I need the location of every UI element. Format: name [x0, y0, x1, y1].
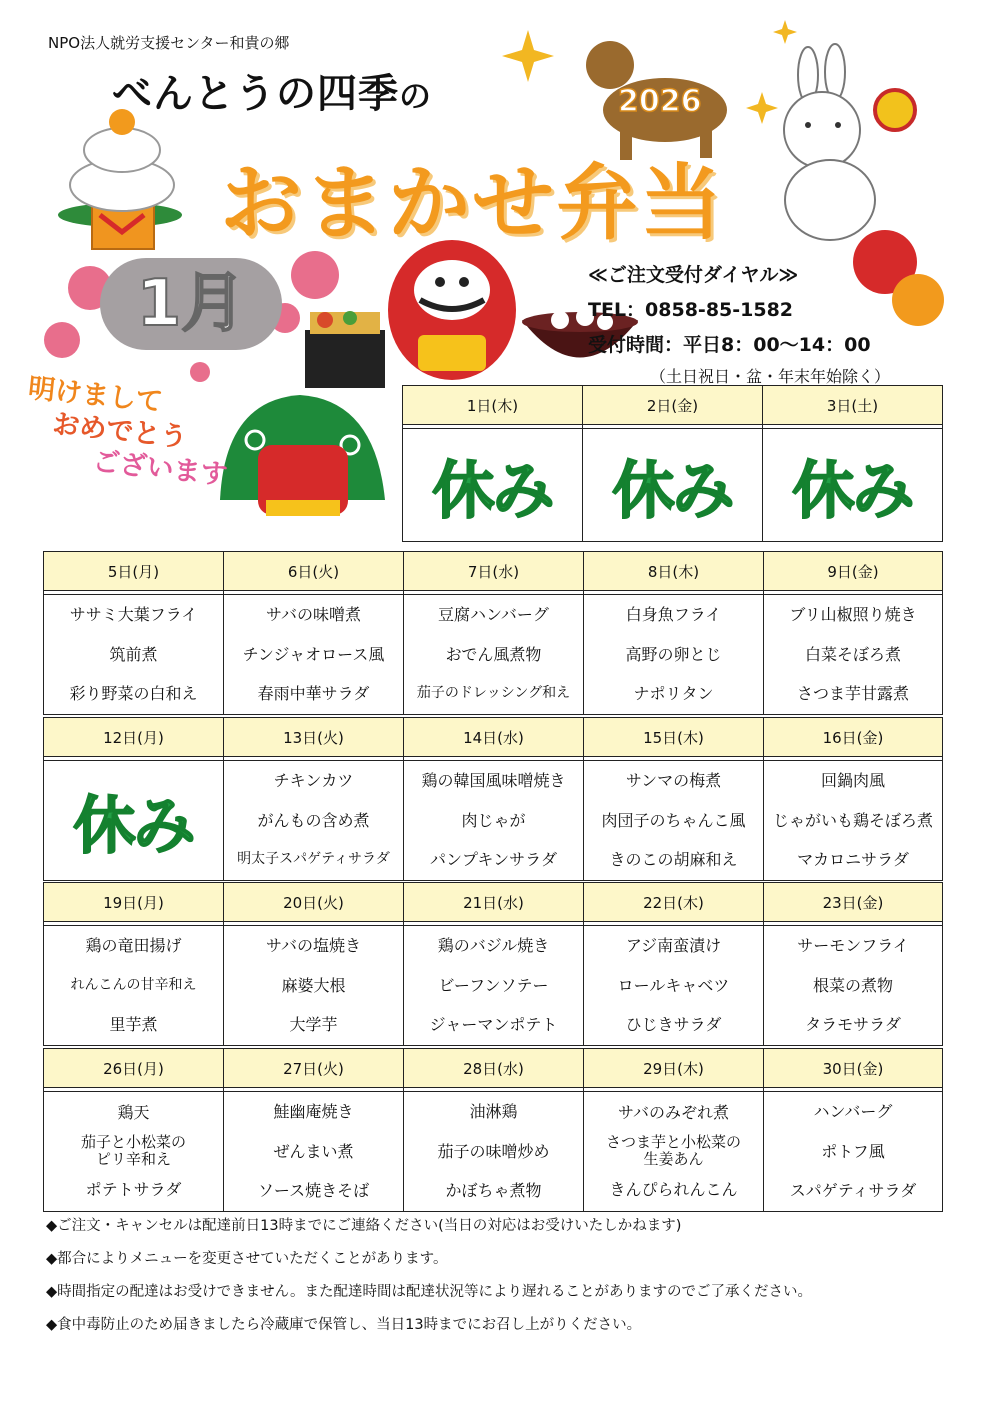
salad-dish: ソース焼きそば [257, 1181, 370, 1200]
day-cell [763, 429, 943, 542]
side-dish: ポトフ風 [821, 1141, 885, 1161]
salad-dish: 明太子スパゲティサラダ [237, 851, 390, 867]
day-header: 23日(金) [764, 883, 943, 922]
day-header: 29日(木) [584, 1049, 764, 1088]
side-dish: れんこんの甘辛和え [70, 976, 197, 993]
day-header: 9日(金) [764, 552, 943, 591]
side-dish: 白菜そぼろ煮 [804, 644, 901, 664]
day-header: 21日(水) [404, 883, 584, 922]
week-table-4 [43, 882, 943, 1046]
side-dish: 肉団子のちゃんこ風 [601, 810, 746, 830]
main-dish: 鶏天 [117, 1102, 150, 1122]
main-dish: 油淋鶏 [469, 1102, 518, 1121]
day-header: 20日(火) [224, 883, 404, 922]
day-header: 1日(木) [403, 386, 583, 425]
day-cell [404, 926, 584, 1046]
main-dish: ササミ大葉フライ [69, 605, 198, 624]
salad-dish: スパゲティサラダ [789, 1181, 917, 1200]
main-dish: 鶏のバジル焼き [437, 936, 550, 955]
main-dish: サバの味噌煮 [265, 605, 362, 624]
main-dish: 白身魚フライ [625, 605, 722, 624]
brand-subtitle: べんとうの四季の [112, 71, 433, 117]
day-cell [584, 926, 764, 1046]
notes-list [46, 1210, 812, 1342]
side-dish: 根菜の煮物 [812, 975, 893, 995]
main-dish: サバの塩焼き [265, 936, 362, 955]
hours-note: （土日祝日・盆・年末年始除く） [650, 367, 891, 386]
day-header: 3日(土) [763, 386, 943, 425]
side-dish: ロールキャベツ [617, 975, 730, 995]
kagami-mochi-icon [58, 109, 182, 249]
side-dish: じゃがいも鶏そぼろ煮 [772, 810, 933, 830]
day-header: 15日(木) [584, 718, 764, 757]
main-dish: サーモンフライ [797, 936, 909, 955]
rabbit-icon [784, 44, 915, 240]
daruma-icon [388, 240, 516, 380]
salad-dish: さつま芋甘露煮 [796, 684, 909, 703]
main-dish: 回鍋肉風 [820, 771, 885, 790]
holiday-label: 休み [73, 788, 194, 862]
day-cell [764, 1092, 943, 1212]
day-header: 27日(火) [224, 1049, 404, 1088]
day-header: 26日(月) [44, 1049, 224, 1088]
day-header: 2日(金) [583, 386, 763, 425]
day-header: 14日(水) [404, 718, 584, 757]
side-dish: さつま芋と小松菜の 生姜あん [605, 1133, 741, 1169]
salad-dish: パンプキンサラダ [429, 850, 558, 869]
day-cell [44, 926, 224, 1046]
note-item: ◆ご注文・キャンセルは配達前日13時までにご連絡ください(当日の対応はお受けいたしかねます) [46, 1218, 682, 1234]
day-cell [404, 595, 584, 715]
side-dish: 麻婆大根 [281, 975, 346, 995]
day-cell [583, 429, 763, 542]
salad-dish: きのこの胡麻和え [609, 850, 738, 869]
day-cell [404, 1092, 584, 1212]
salad-dish: ひじきサラダ [625, 1015, 722, 1034]
side-dish: チンジャオロース風 [242, 644, 385, 664]
day-cell [44, 1092, 224, 1212]
week-table-5 [43, 1048, 943, 1212]
day-header: 16日(金) [764, 718, 943, 757]
day-cell [584, 1092, 764, 1212]
main-dish: ハンバーグ [813, 1102, 893, 1121]
order-hours: 受付時間：平日8：00～14：00 [588, 334, 871, 356]
day-cell [224, 761, 404, 881]
day-header: 6日(火) [224, 552, 404, 591]
day-header: 19日(月) [44, 883, 224, 922]
salad-dish: 茄子のドレッシング和え [416, 685, 571, 701]
day-header: 7日(水) [404, 552, 584, 591]
phone-number[interactable]: TEL：0858-85-1582 [588, 299, 794, 321]
day-cell [404, 761, 584, 881]
side-dish: 肉じゃが [461, 810, 526, 830]
side-dish: ビーフンソテー [438, 975, 549, 995]
side-dish: がんもの含め煮 [257, 810, 370, 830]
main-dish: 鶏の韓国風味噌焼き [421, 771, 566, 790]
day-cell [584, 761, 764, 881]
salad-dish: 大学芋 [289, 1015, 338, 1034]
day-cell [44, 761, 224, 881]
day-header: 12日(月) [44, 718, 224, 757]
day-header: 22日(木) [584, 883, 764, 922]
contact-heading: ≪ご注文受付ダイヤル≫ [588, 264, 799, 286]
main-dish: 鶏の竜田揚げ [85, 936, 182, 955]
day-header: 30日(金) [764, 1049, 943, 1088]
week-table-2 [43, 551, 943, 715]
salad-dish: タラモサラダ [805, 1015, 901, 1034]
note-item: ◆都合によりメニューを変更させていただくことがあります。 [46, 1251, 448, 1267]
day-cell [764, 595, 943, 715]
salad-dish: 春雨中華サラダ [257, 684, 370, 703]
main-dish: チキンカツ [273, 771, 354, 790]
salad-dish: 彩り野菜の白和え [69, 684, 198, 703]
salad-dish: ジャーマンポテト [429, 1015, 558, 1034]
salad-dish: ナポリタン [633, 684, 714, 703]
main-dish: アジ南蛮漬け [625, 936, 722, 955]
year-label: 2026 [618, 84, 702, 119]
order-contact [588, 258, 890, 391]
side-dish: 茄子と小松菜の ピリ辛和え [80, 1133, 186, 1169]
day-cell [764, 926, 943, 1046]
main-dish: 豆腐ハンバーグ [438, 605, 549, 624]
main-dish: 鮭幽庵焼き [273, 1102, 354, 1121]
salad-dish: かぼちゃ煮物 [445, 1181, 542, 1200]
main-dish: サバのみぞれ煮 [617, 1102, 730, 1122]
side-dish: ぜんまい煮 [273, 1141, 354, 1161]
salad-dish: きんぴられんこん [609, 1180, 738, 1200]
side-dish: 高野の卵とじ [625, 644, 722, 664]
day-cell [224, 926, 404, 1046]
day-cell [764, 761, 943, 881]
shishimai-icon [220, 395, 385, 516]
side-dish: おでん風煮物 [445, 644, 542, 664]
week-table-3 [43, 717, 943, 881]
note-item: ◆食中毒防止のため届きましたら冷蔵庫で保管し、当日13時までにお召し上がりください。 [46, 1317, 642, 1333]
salad-dish: マカロニサラダ [797, 850, 909, 869]
salad-dish: 里芋煮 [109, 1015, 158, 1034]
day-cell [224, 595, 404, 715]
organization-name: NPO法人就労支援センター和貴の郷 [48, 34, 290, 52]
day-cell [224, 1092, 404, 1212]
note-item: ◆時間指定の配達はお受けできません。また配達時間は配達状況等により遅れることがありますのでご了承ください。 [46, 1284, 813, 1300]
week-table-1 [402, 385, 943, 542]
side-dish: 茄子の味噌炒め [437, 1141, 550, 1161]
new-year-greeting: 明けまして おめでとう ございます [26, 372, 229, 492]
day-cell [44, 595, 224, 715]
osechi-box-icon [305, 311, 385, 388]
side-dish: 筑前煮 [109, 644, 158, 664]
main-dish: ブリ山椒照り焼き [789, 605, 917, 624]
page-title: おまかせ弁当 [220, 156, 725, 251]
day-cell [584, 595, 764, 715]
holiday-label: 休み [612, 453, 733, 527]
month-label: 1月 [136, 267, 246, 341]
day-header: 8日(木) [584, 552, 764, 591]
day-cell [403, 429, 583, 542]
day-header: 5日(月) [44, 552, 224, 591]
day-header: 28日(水) [404, 1049, 584, 1088]
salad-dish: ポテトサラダ [85, 1180, 182, 1200]
holiday-label: 休み [432, 453, 553, 527]
main-dish: サンマの梅煮 [625, 771, 722, 790]
holiday-label: 休み [792, 453, 913, 527]
day-header: 13日(火) [224, 718, 404, 757]
